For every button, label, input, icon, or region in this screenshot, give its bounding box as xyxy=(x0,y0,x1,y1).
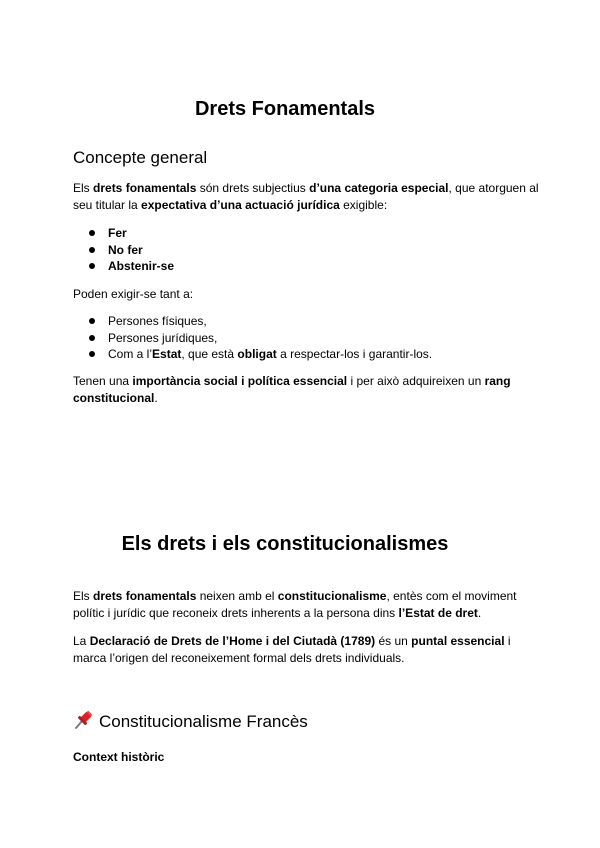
bold-run: rang constitucional xyxy=(73,374,511,405)
text-run: , entès com el moviment polític i jurídic que reconeix drets inherents a la persona dins xyxy=(73,589,517,620)
bullet-icon xyxy=(89,318,95,324)
text-run: La xyxy=(73,634,90,648)
list-item-label: Persones físiques, xyxy=(108,314,207,328)
paragraph-subjects-intro: Poden exigir-se tant a: xyxy=(73,287,194,301)
bold-run: importància social i política essencial xyxy=(132,374,348,388)
paragraph-definition xyxy=(73,180,543,213)
text-run: és un xyxy=(375,634,412,648)
list-item-label: Fer xyxy=(108,226,127,240)
bold-run: puntal essencial xyxy=(411,634,505,648)
list-item xyxy=(89,258,549,275)
bold-run: constitucionalisme xyxy=(277,589,387,603)
text-run: Com a l’ xyxy=(108,347,153,361)
paragraph-origin xyxy=(73,588,543,621)
bullet-icon xyxy=(89,263,95,269)
subheading-label: Constitucionalisme Francès xyxy=(99,712,308,731)
bullet-icon xyxy=(89,335,95,341)
text-run: Tenen una xyxy=(73,374,133,388)
text-run: Els xyxy=(73,589,94,603)
list-item xyxy=(89,225,549,242)
list-item xyxy=(89,313,549,330)
text-run: exigible: xyxy=(339,197,388,212)
pushpin-icon xyxy=(73,710,93,730)
text-run: neixen amb el xyxy=(196,589,278,603)
bullet-icon xyxy=(89,247,95,253)
section-title-constitucionalismes: Els drets i els constitucionalismes xyxy=(121,533,449,555)
subheading-constitucionalisme-frances xyxy=(73,710,308,733)
page-title: Drets Fonamentals xyxy=(194,98,376,120)
text-run: Els xyxy=(73,181,94,195)
text-run: són drets subjectius xyxy=(196,181,310,195)
text-run: a respectar-los i garantir-los. xyxy=(276,347,433,361)
text-run: i per això adquireixen un xyxy=(347,374,485,388)
bold-run: obligat xyxy=(237,347,277,361)
bold-run: drets fonamentals xyxy=(93,181,197,195)
bullet-icon xyxy=(89,230,95,236)
list-item xyxy=(89,346,549,363)
bullet-list-subjects xyxy=(89,313,549,363)
text-run: i marca l’origen del reconeixement formal dels drets individuals. xyxy=(73,634,511,665)
bold-run: d’una categoria especial xyxy=(309,181,449,195)
text-run: . xyxy=(154,390,158,405)
bold-run: expectativa d’una actuació jurídica xyxy=(141,197,340,212)
bold-run: l’Estat de dret xyxy=(398,605,478,620)
list-item xyxy=(89,330,549,347)
bold-run: drets fonamentals xyxy=(93,589,197,603)
text-run: , que atorguen al seu titular la xyxy=(73,181,539,212)
section-heading-concepte: Concepte general xyxy=(73,148,208,167)
list-item xyxy=(89,242,549,259)
text-run: , que està xyxy=(181,347,238,361)
list-item-label: Abstenir-se xyxy=(108,259,175,273)
paragraph-declaration xyxy=(73,633,543,666)
bold-run: Declaració de Drets de l’Home i del Ciutadà (1789) xyxy=(89,634,376,648)
paragraph-importance xyxy=(73,373,543,406)
list-item-label: No fer xyxy=(108,242,143,257)
bullet-icon xyxy=(89,351,95,357)
list-item-label: Persones jurídiques, xyxy=(108,330,218,345)
text-run: . xyxy=(477,605,482,620)
bullet-list-actions xyxy=(89,225,549,275)
context-label: Context històric xyxy=(73,750,165,764)
bold-run: Estat xyxy=(152,347,182,361)
